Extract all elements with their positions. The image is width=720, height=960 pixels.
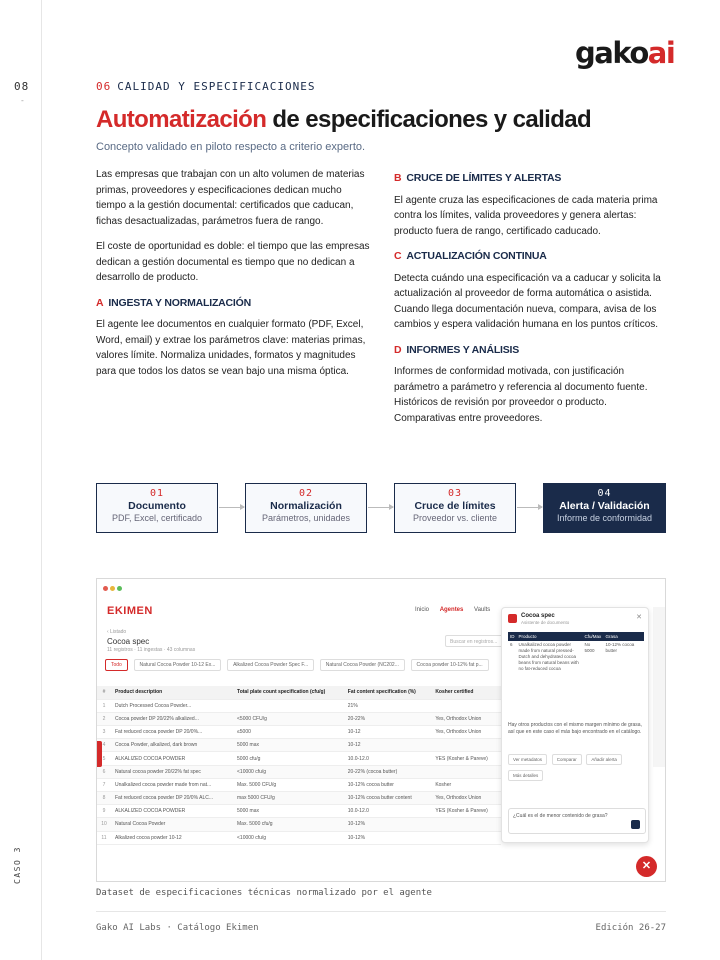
table-cell: 10-12 bbox=[344, 739, 432, 752]
table-row[interactable] bbox=[97, 805, 501, 818]
column-header[interactable]: Total plate count specification (cfu/g) bbox=[233, 686, 344, 699]
flow-arrow bbox=[219, 507, 244, 508]
column-header: ID bbox=[510, 634, 515, 639]
assistant-input[interactable]: ¿Cuál es el de menor contenido de grasa? bbox=[508, 808, 646, 834]
cell: 6 bbox=[510, 642, 513, 647]
row-index: 11 bbox=[97, 831, 111, 844]
assistant-panel bbox=[501, 607, 649, 843]
breadcrumb[interactable]: ‹ Listado bbox=[107, 629, 127, 635]
table-row[interactable] bbox=[97, 778, 501, 791]
section-number: 06 bbox=[96, 80, 112, 93]
page-title: Automatización de especificaciones y calidad bbox=[96, 106, 592, 133]
nav-item-vaults[interactable]: Vaults bbox=[474, 607, 491, 613]
figure-caption: Dataset de especificaciones técnicas normalizado por el agente bbox=[96, 888, 432, 898]
table-cell: Fat reduced cocoa powder DP 20/0%... bbox=[111, 726, 233, 739]
brand-logo: gakoai bbox=[575, 36, 675, 70]
table-row[interactable] bbox=[97, 831, 501, 844]
table-row bbox=[508, 641, 644, 673]
table-cell: 10.0-12.0 bbox=[344, 752, 432, 765]
table-cell: <10000 cfu/g bbox=[233, 831, 344, 844]
table-cell bbox=[233, 699, 344, 712]
table-row[interactable] bbox=[97, 792, 501, 805]
column-header[interactable]: Fat content specification (%) bbox=[344, 686, 432, 699]
section-b-heading: B CRUCE DE LÍMITES Y ALERTAS bbox=[394, 172, 562, 184]
table-cell: Alkalized cocoa powder 10-12 bbox=[111, 831, 233, 844]
nav-item-agentes[interactable]: Agentes bbox=[439, 607, 464, 613]
table-cell bbox=[431, 818, 501, 831]
dataset-meta: 11 registros · 11 ingestas · 43 columnas bbox=[107, 647, 196, 653]
flow-step-2: 02 Normalización Parámetros, unidades bbox=[245, 483, 367, 533]
left-column bbox=[96, 167, 372, 389]
section-a-text: El agente lee documentos en cualquier formato (PDF, Excel, Word, email) y extrae los parámetros clave: materias primas, valores límite. Normaliza unidades, formatos y magnitudes para que todos los datos se vean bajo una misma óptica. bbox=[96, 319, 366, 377]
window-controls bbox=[103, 586, 124, 593]
close-fab-icon[interactable]: ✕ bbox=[636, 856, 657, 877]
assistant-icon bbox=[508, 614, 517, 623]
table-cell: 21% bbox=[344, 699, 432, 712]
table-cell: Cocoa Powder, alkalized, dark brown bbox=[111, 739, 233, 752]
table-cell: 10-12% cocoa butter bbox=[344, 778, 432, 791]
index-header: # bbox=[97, 686, 111, 699]
table-row[interactable] bbox=[97, 739, 501, 752]
table-cell: Cocoa powder DP 20/22% alkalized... bbox=[111, 712, 233, 725]
table-row[interactable] bbox=[97, 818, 501, 831]
flow-step-3: 03 Cruce de límites Proveedor vs. cliente bbox=[394, 483, 516, 533]
table-cell: Max. 5000 CFU/g bbox=[233, 778, 344, 791]
margin-rule bbox=[41, 0, 42, 960]
close-icon[interactable]: ✕ bbox=[636, 614, 642, 621]
table-cell bbox=[431, 739, 501, 752]
row-index: 8 bbox=[97, 792, 111, 805]
table-header-row bbox=[97, 686, 501, 699]
table-row[interactable] bbox=[97, 699, 501, 712]
table-cell: YES (Kosher & Pareve) bbox=[431, 805, 501, 818]
table-cell bbox=[431, 831, 501, 844]
row-index: 5 bbox=[97, 752, 111, 765]
app-logo: EKIMEN bbox=[107, 605, 153, 617]
assistant-subtitle: Asistente de documento bbox=[521, 620, 570, 625]
column-header: Grasa bbox=[603, 632, 644, 641]
column-header: Cfu/Max bbox=[583, 632, 604, 641]
flow-arrow bbox=[368, 507, 393, 508]
section-c-text: Detecta cuándo una especificación va a caducar y solicita la actualización al proveedor de forma automática o asistida. Cuando llega documentación nueva, compara, avisa de los cambios y espera validación humana en los puntos críticos. bbox=[394, 272, 661, 330]
row-index: 7 bbox=[97, 778, 111, 791]
table-cell: 10-12 bbox=[344, 726, 432, 739]
table-row[interactable] bbox=[97, 726, 501, 739]
table-cell: ≤5000 bbox=[233, 726, 344, 739]
cell: No 5000 bbox=[584, 642, 595, 653]
table-cell: Yes, Orthodox Union bbox=[431, 726, 501, 739]
table-cell: <10000 cfu/g bbox=[233, 765, 344, 778]
table-cell: 10.0-12.0 bbox=[344, 805, 432, 818]
assistant-result-table bbox=[508, 632, 644, 673]
tab-todo[interactable]: Todo bbox=[105, 659, 128, 671]
section-b-text: El agente cruza las especificaciones de cada materia prima contra los límites, valida proveedores y genera alertas: producto fuera de rango, certificado caducado. bbox=[394, 194, 658, 237]
footer-right: Edición 26-27 bbox=[595, 923, 666, 933]
send-icon[interactable] bbox=[631, 820, 640, 829]
table-cell: 5000 max bbox=[233, 805, 344, 818]
column-header[interactable]: Kosher certified bbox=[431, 686, 501, 699]
table-cell: ALKALIZED COCOA POWDER bbox=[111, 752, 233, 765]
table-cell: max 5000 CFU/g bbox=[233, 792, 344, 805]
page-subtitle: Concepto validado en piloto respecto a criterio experto. bbox=[96, 141, 366, 153]
file-tabs bbox=[105, 659, 493, 671]
footer-divider bbox=[96, 911, 666, 912]
section-c-heading: C ACTUALIZACIÓN CONTINUA bbox=[394, 250, 547, 262]
table-cell: <5000 CFU/g bbox=[233, 712, 344, 725]
table-row[interactable] bbox=[97, 752, 501, 765]
app-screenshot bbox=[96, 578, 666, 882]
footer-left: Gako AI Labs · Catálogo Ekimen bbox=[96, 923, 259, 933]
table-cell: Kosher bbox=[431, 778, 501, 791]
page-number: 08 bbox=[14, 80, 30, 93]
table-cell: Dutch Processed Cocoa Powder... bbox=[111, 699, 233, 712]
case-label: CASO 3 bbox=[13, 846, 22, 884]
cost-paragraph: El coste de oportunidad es doble: el tiempo que las empresas dedican a gestión documental es tiempo que no dedican a desarrollo de producto. bbox=[96, 241, 370, 283]
row-index: 4 bbox=[97, 739, 111, 752]
table-cell: Natural Cocoa Powder bbox=[111, 818, 233, 831]
row-index: 10 bbox=[97, 818, 111, 831]
section-d-text: Informes de conformidad motivada, con justificación parámetro a parámetro y referencia al documento fuente. Históricos de revisión por proveedor o producto. Comparativas entre proveedores. bbox=[394, 366, 648, 424]
table-cell: YES (Kosher & Pareve) bbox=[431, 752, 501, 765]
chip-button[interactable]: Añadir alerta bbox=[586, 754, 622, 765]
top-nav bbox=[415, 607, 499, 613]
flow-step-1: 01 Documento PDF, Excel, certificado bbox=[96, 483, 218, 533]
table-cell: Yes, Orthodox Union bbox=[431, 792, 501, 805]
right-column bbox=[394, 167, 668, 436]
nav-item-inicio[interactable]: Inicio bbox=[415, 607, 430, 613]
column-header[interactable]: Product description bbox=[111, 686, 233, 699]
flow-arrow bbox=[517, 507, 542, 508]
row-index: 1 bbox=[97, 699, 111, 712]
table-cell: 10-12% cocoa butter content bbox=[344, 792, 432, 805]
page-dash: - bbox=[20, 96, 25, 105]
table-row[interactable] bbox=[97, 712, 501, 725]
row-index: 9 bbox=[97, 805, 111, 818]
tab-file[interactable]: Natural Cocoa Powder 10-12 Ex... bbox=[134, 659, 222, 671]
chip-button[interactable]: Comparar bbox=[552, 754, 582, 765]
cell: 10-12% cocoa butter bbox=[605, 642, 635, 653]
table-cell bbox=[431, 699, 501, 712]
table-cell: ALKALIZED COCOA POWDER bbox=[111, 805, 233, 818]
row-index: 2 bbox=[97, 712, 111, 725]
table-cell: 5000 cfu/g bbox=[233, 752, 344, 765]
cell: Unalkalized cocoa powder made from natural pressed-Dutch and dehydrated cocoa beans from natural beans with no fat-reduced cocoa bbox=[518, 642, 579, 671]
table-cell bbox=[431, 765, 501, 778]
table-cell: 10-12% bbox=[344, 818, 432, 831]
assistant-answer: Hay otros productos con el mismo margen mínimo de grasa, así que en este caso el más bajo encontrado en el catálogo. bbox=[508, 722, 642, 735]
search-input[interactable]: Buscar en registros... bbox=[445, 635, 541, 647]
assistant-title: Cocoa spec bbox=[521, 613, 555, 619]
column-header: Producto bbox=[517, 632, 583, 641]
section-kicker bbox=[96, 80, 315, 93]
table-cell: 20-22% (cocoa butter) bbox=[344, 765, 432, 778]
side-column-strip bbox=[653, 607, 666, 767]
chip-button[interactable]: Más detalles bbox=[508, 770, 543, 781]
flow-step-4: 04 Alerta / Validación Informe de conformidad bbox=[543, 483, 666, 533]
table-cell: 10-12% bbox=[344, 831, 432, 844]
table-cell: Yes, Orthodox Union bbox=[431, 712, 501, 725]
tab-file[interactable]: Natural Cocoa Powder (NC202... bbox=[320, 659, 405, 671]
row-index: 3 bbox=[97, 726, 111, 739]
table-cell: Fat reduced cocoa powder DP 20/0% ALC... bbox=[111, 792, 233, 805]
table-cell: 20-22% bbox=[344, 712, 432, 725]
table-row[interactable] bbox=[97, 765, 501, 778]
table-cell: 5000 max bbox=[233, 739, 344, 752]
spec-table bbox=[97, 686, 501, 845]
table-cell: Unalkalized cocoa powder made from nat... bbox=[111, 778, 233, 791]
chip-button[interactable]: Ver metadatos bbox=[508, 754, 547, 765]
tab-file[interactable]: Alkalized Cocoa Powder Spec F... bbox=[227, 659, 314, 671]
section-d-heading: D INFORMES Y ANÁLISIS bbox=[394, 343, 520, 356]
dataset-title: Cocoa spec bbox=[107, 637, 150, 646]
table-cell: Max. 5000 cfu/g bbox=[233, 818, 344, 831]
section-a-heading: A INGESTA Y NORMALIZACIÓN bbox=[96, 296, 251, 309]
table-cell: Natural cocoa powder 20/22% fat spec bbox=[111, 765, 233, 778]
row-index: 6 bbox=[97, 765, 111, 778]
side-handle[interactable] bbox=[97, 741, 102, 767]
section-label: CALIDAD Y ESPECIFICACIONES bbox=[117, 80, 316, 93]
tab-file[interactable]: Cocoa powder 10-12% fat p... bbox=[411, 659, 489, 671]
assistant-chips bbox=[508, 754, 648, 786]
intro-paragraph: Las empresas que trabajan con un alto volumen de materias primas, proveedores y especificaciones dedican mucho tiempo a la gestión documental: certificados que caducan, fichas desactualizadas, parámetros fuera de rango. bbox=[96, 169, 365, 227]
